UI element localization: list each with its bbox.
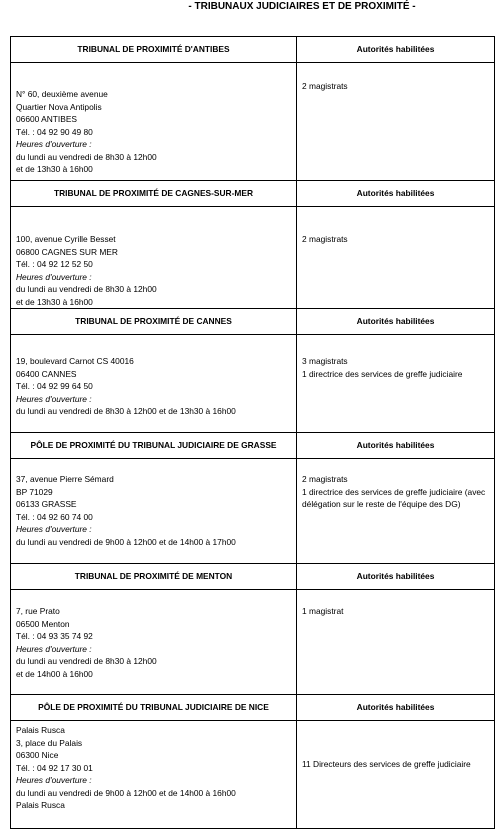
court-name: TRIBUNAL DE PROXIMITÉ DE MENTON	[11, 564, 297, 590]
courts-table	[10, 36, 495, 829]
court-address	[11, 721, 297, 829]
court-authorities	[297, 590, 495, 695]
address-line: du lundi au vendredi de 8h30 à 12h00	[16, 656, 157, 666]
court-body-row	[11, 207, 495, 309]
court-address	[11, 63, 297, 181]
authority-line: 2 magistrats	[302, 234, 348, 244]
address-line: Palais Rusca	[16, 800, 65, 810]
court-address	[11, 590, 297, 695]
court-body-row	[11, 459, 495, 564]
address-line: Tél. : 04 92 60 74 00	[16, 511, 93, 522]
authority-line: 2 magistrats	[302, 81, 348, 91]
address-line: du lundi au vendredi de 8h30 à 12h00	[16, 151, 157, 162]
address-line: Tél. : 04 92 12 52 50	[16, 259, 93, 269]
court-address	[11, 459, 297, 564]
address-line: et de 13h30 à 16h00	[16, 164, 93, 174]
court-header-row	[11, 564, 495, 590]
address-line: 06400 CANNES	[16, 368, 77, 379]
opening-hours-label: Heures d'ouverture :	[16, 393, 92, 404]
court-header-row	[11, 181, 495, 207]
authority-line: 3 magistrats	[302, 356, 348, 366]
court-body-row	[11, 721, 495, 829]
court-authorities	[297, 63, 495, 181]
address-line: du lundi au vendredi de 9h00 à 12h00 et de 14h00 à 17h00	[16, 536, 236, 547]
court-name: TRIBUNAL DE PROXIMITÉ DE CANNES	[11, 309, 297, 335]
address-line: 06300 Nice	[16, 750, 59, 760]
authorities-header: Autorités habilitées	[297, 695, 495, 721]
court-address	[11, 207, 297, 309]
court-header-row	[11, 37, 495, 63]
address-line: Tél. : 04 92 99 64 50	[16, 381, 93, 391]
address-line: Tél. : 04 92 90 49 80	[16, 126, 93, 137]
court-header-row	[11, 695, 495, 721]
court-body-row	[11, 63, 495, 181]
court-name: PÔLE DE PROXIMITÉ DU TRIBUNAL JUDICIAIRE DE NICE	[11, 695, 297, 721]
authority-line: 1 directrice des services de greffe judiciaire (avec délégation sur le reste de l'équipe des DG)	[302, 486, 486, 509]
authority-line: 1 magistrat	[302, 606, 344, 616]
court-authorities	[297, 207, 495, 309]
address-line: 19, boulevard Carnot CS 40016	[16, 356, 134, 366]
opening-hours-label: Heures d'ouverture :	[16, 643, 92, 654]
authorities-header: Autorités habilitées	[297, 37, 495, 63]
court-address	[11, 335, 297, 433]
court-name: TRIBUNAL DE PROXIMITÉ D'ANTIBES	[11, 37, 297, 63]
address-line: du lundi au vendredi de 8h30 à 12h00	[16, 284, 157, 294]
address-line: BP 71029	[16, 486, 53, 497]
court-authorities	[297, 459, 495, 564]
court-authorities	[297, 335, 495, 433]
address-line: N° 60, deuxième avenue	[16, 89, 108, 99]
address-line: 100, avenue Cyrille Besset	[16, 234, 116, 244]
court-header-row	[11, 433, 495, 459]
address-line: Tél. : 04 92 17 30 01	[16, 762, 93, 773]
address-line: 06500 Menton	[16, 618, 70, 629]
authorities-header: Autorités habilitées	[297, 181, 495, 207]
court-header-row	[11, 309, 495, 335]
address-line: Palais Rusca	[16, 725, 65, 735]
court-body-row	[11, 590, 495, 695]
address-line: et de 13h30 à 16h00	[16, 296, 93, 307]
page-title: - TRIBUNAUX JUDICIAIRES ET DE PROXIMITÉ -	[188, 1, 416, 12]
address-line: 06800 CAGNES SUR MER	[16, 246, 118, 257]
opening-hours-label: Heures d'ouverture :	[16, 775, 92, 785]
address-line: 7, rue Prato	[16, 606, 60, 616]
opening-hours-label: Heures d'ouverture :	[16, 271, 92, 282]
address-line: 3, place du Palais	[16, 737, 83, 748]
address-line: du lundi au vendredi de 8h30 à 12h00 et de 13h30 à 16h00	[16, 406, 236, 416]
address-line: 37, avenue Pierre Sémard	[16, 474, 114, 484]
address-line: Tél. : 04 93 35 74 92	[16, 631, 93, 641]
authorities-header: Autorités habilitées	[297, 564, 495, 590]
authorities-header: Autorités habilitées	[297, 433, 495, 459]
address-line: 06133 GRASSE	[16, 499, 77, 509]
authority-line: 11 Directeurs des services de greffe judiciaire	[302, 759, 471, 769]
address-line: 06600 ANTIBES	[16, 114, 77, 124]
court-authorities	[297, 721, 495, 829]
authority-line: 1 directrice des services de greffe judiciaire	[302, 368, 463, 379]
court-name: PÔLE DE PROXIMITÉ DU TRIBUNAL JUDICIAIRE DE GRASSE	[11, 433, 297, 459]
address-line: Quartier Nova Antipolis	[16, 101, 102, 112]
opening-hours-label: Heures d'ouverture :	[16, 524, 92, 534]
opening-hours-label: Heures d'ouverture :	[16, 139, 92, 149]
address-line: du lundi au vendredi de 9h00 à 12h00 et de 14h00 à 16h00	[16, 787, 236, 798]
authority-line: 2 magistrats	[302, 474, 348, 484]
authorities-header: Autorités habilitées	[297, 309, 495, 335]
courts-table-body	[11, 37, 495, 829]
address-line: et de 14h00 à 16h00	[16, 668, 93, 679]
court-body-row	[11, 335, 495, 433]
court-name: TRIBUNAL DE PROXIMITÉ DE CAGNES-SUR-MER	[11, 181, 297, 207]
